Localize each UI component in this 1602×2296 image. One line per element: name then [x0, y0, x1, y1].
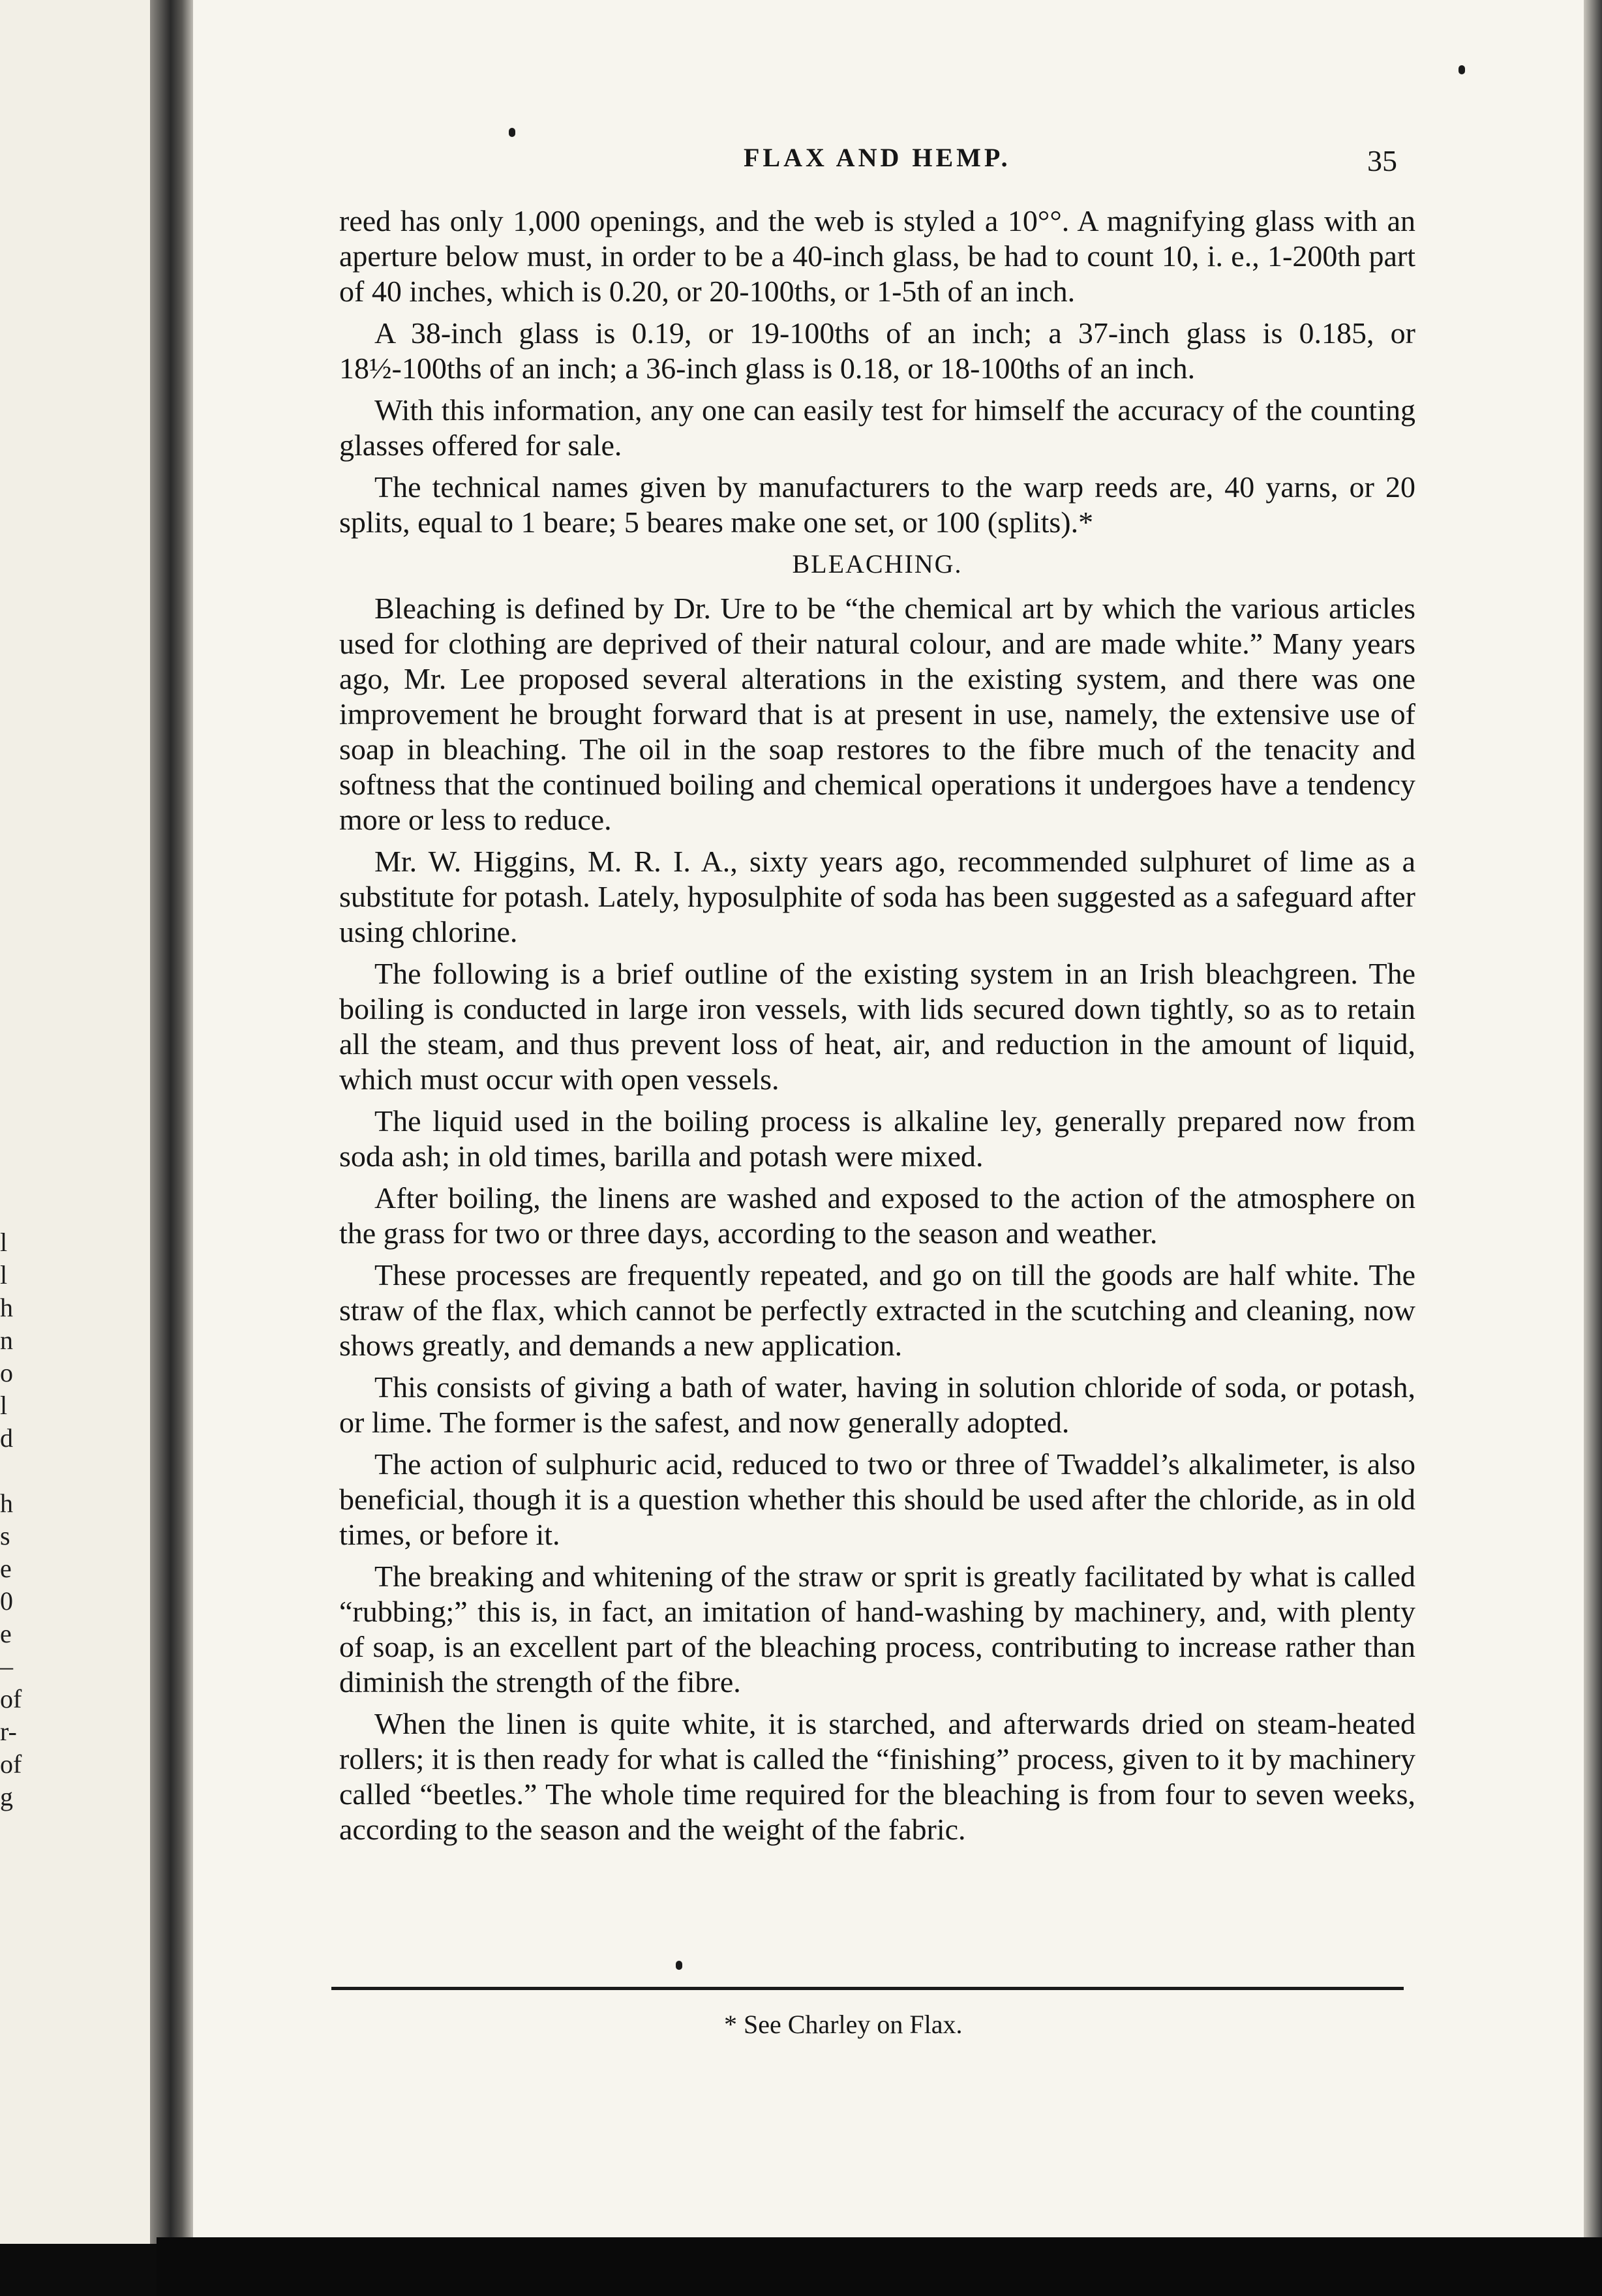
fragment: of — [0, 1749, 22, 1779]
fragment: o — [0, 1358, 13, 1387]
fragment: – — [0, 1652, 13, 1681]
footnote: * See Charley on Flax. — [724, 2010, 963, 2039]
paragraph: The technical names given by manufacturers to the warp reeds are, 40 yarns, or 20 splits, equal to 1 beare; 5 beares make one set, or 100 (splits).* — [339, 470, 1415, 539]
fragment: of — [0, 1684, 22, 1714]
fragment — [0, 1455, 26, 1487]
paragraph: Bleaching is defined by Dr. Ure to be “the chemical art by which the various articles used for clothing are deprived of their natural colour, and are made white.” Many years ago, Mr. Lee proposed several alterations in the existing system, and there was one improvement he brought forward that is at present in use, namely, the extensive use of soap in bleaching. The oil in the soap restores to the fibre much of the tenacity and softness that the continued boiling and chemical operations it undergoes have a tendency more or less to reduce. — [339, 592, 1415, 836]
paragraph: The breaking and whitening of the straw or sprit is greatly facilitated by what is called “rubbing;” this is, in fact, an imitation of hand-washing by machinery, and, with plenty of soap, is an excellent part of the bleaching process, contributing to increase rather than diminish the strength of the fibre. — [339, 1560, 1415, 1699]
paragraph: reed has only 1,000 openings, and the web is styled a 10°°. A magnifying glass with an aperture below must, in order to be a 40-inch glass, be had to count 10, i. e., 1-200th part of 40 inches, which is 0.20, or 20-100ths, or 1-5th of an inch. — [339, 204, 1415, 308]
fragment: 0 — [0, 1586, 13, 1616]
paragraph: The action of sulphuric acid, reduced to two or three of Twaddel’s alkalimeter, is also beneficial, though it is a question whether this should be used after the chloride, as in old times, or before it. — [339, 1447, 1415, 1551]
paragraph: A 38-inch glass is 0.19, or 19-100ths of an inch; a 37-inch glass is 0.185, or 18½-100ths of an inch; a 36-inch glass is 0.18, or 18-100ths of an inch. — [339, 316, 1415, 385]
body-text — [339, 204, 1415, 1854]
fragment: l — [0, 1260, 8, 1290]
paragraph: When the linen is quite white, it is starched, and afterwards dried on steam-heated rollers; it is then ready for what is called the “finishing” process, given to it by machinery called “beetles.” The whole time required for the bleaching is from four to seven weeks, according to the season and the weight of the fabric. — [339, 1707, 1415, 1846]
scan-speck — [1458, 65, 1465, 74]
paragraph: With this information, any one can easily test for himself the accuracy of the counting glasses offered for sale. — [339, 393, 1415, 462]
fragment: g — [0, 1782, 13, 1811]
fragment: n — [0, 1325, 13, 1355]
fragment: h — [0, 1488, 13, 1518]
paragraph: Mr. W. Higgins, M. R. I. A., sixty years ago, recommended sulphuret of lime as a substitute for potash. Lately, hyposulphite of soda has been suggested as a safeguard after using chlorine. — [339, 845, 1415, 948]
fragment: h — [0, 1293, 13, 1322]
scan-speck — [509, 128, 515, 137]
paragraph: These processes are frequently repeated, and go on till the goods are half white. The straw of the flax, which cannot be perfectly extracted in the scutching and cleaning, now shows greatly, and demands a new application. — [339, 1258, 1415, 1362]
facing-page-sliver — [0, 0, 157, 2244]
paragraph: After boiling, the linens are washed and exposed to the action of the atmosphere on the grass for two or three days, according to the season and weather. — [339, 1181, 1415, 1250]
fragment: r- — [0, 1717, 17, 1746]
fragment: d — [0, 1423, 13, 1453]
fragment: e — [0, 1554, 12, 1583]
running-head: FLAX AND HEMP. — [744, 143, 1011, 172]
paragraph: This consists of giving a bath of water, having in solution chloride of soda, or potash, or lime. The former is the safest, and now generally adopted. — [339, 1370, 1415, 1439]
fragment: l — [0, 1391, 8, 1420]
fragment: e — [0, 1619, 12, 1648]
paragraph: The liquid used in the boiling process is alkaline ley, generally prepared now from soda ash; in old times, barilla and potash were mixed. — [339, 1104, 1415, 1173]
binding-gutter — [150, 0, 196, 2244]
paragraph: The following is a brief outline of the existing system in an Irish bleachgreen. The boiling is conducted in large iron vessels, with lids secured down tightly, so as to retain all the steam, and thus prevent loss of heat, air, and reduction in the amount of liquid, which must occur with open vessels. — [339, 957, 1415, 1096]
page-right-edge — [1584, 0, 1602, 2237]
fragment: l — [0, 1228, 8, 1257]
scan-speck — [676, 1961, 682, 1970]
page-bottom-edge — [157, 2237, 1602, 2296]
section-heading-bleaching: BLEACHING. — [792, 549, 963, 579]
fragment: s — [0, 1521, 10, 1550]
footnote-rule — [331, 1987, 1404, 1990]
facing-page-text-fragments — [0, 1226, 26, 1813]
page-number: 35 — [1367, 144, 1397, 177]
